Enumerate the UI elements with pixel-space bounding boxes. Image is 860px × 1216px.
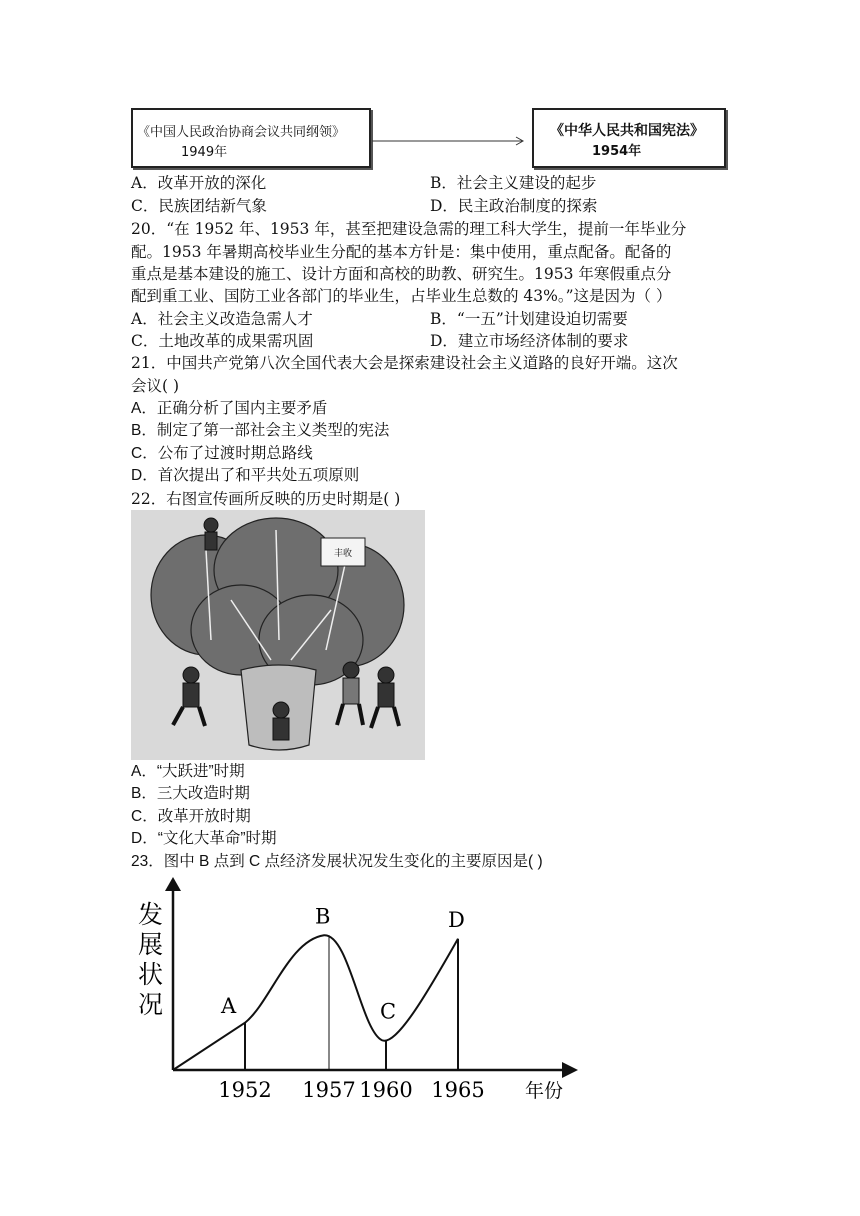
q20-option-d[interactable]: D．建立市场经济体制的要求 — [430, 332, 629, 350]
q21-option-a[interactable]: A．正确分析了国内主要矛盾 — [131, 400, 328, 417]
constitution-box-right — [532, 108, 726, 168]
q20-option-b[interactable]: B．“一五”计划建设迫切需要 — [430, 310, 628, 328]
x-tick-label: 1952 — [218, 1078, 272, 1102]
q21-stem-line-1: 21．中国共产党第八次全国代表大会是探索建设社会主义道路的良好开端。这次 — [131, 354, 678, 372]
constitution-box-left — [131, 108, 371, 168]
q22-stem: 22．右图宣传画所反映的历史时期是( ) — [131, 490, 401, 508]
q20-stem-line-2: 配。1953 年暑期高校毕业生分配的基本方针是：集中使用，重点配备。配备的 — [131, 243, 672, 261]
poster-book-text: 丰收 — [333, 549, 353, 559]
q20-stem-line-4: 配到重工业、国防工业各部门的毕业生，占毕业生总数的 43%。”这是因为（ ） — [131, 287, 672, 305]
y-axis-label — [138, 900, 163, 1019]
q22-option-a[interactable]: A．“大跃进”时期 — [131, 763, 245, 780]
x-axis-arrow — [562, 1062, 578, 1078]
q23-stem: 23．图中 B 点到 C 点经济发展状况发生变化的主要原因是( ) — [131, 853, 543, 870]
point-label-b: B — [315, 904, 331, 929]
x-axis-label: 年份 — [525, 1080, 564, 1102]
q21-option-d[interactable]: D．首次提出了和平共处五项原则 — [131, 467, 360, 484]
q20-option-c[interactable]: C．土地改革的成果需巩固 — [131, 332, 314, 350]
q20-stem-line-3: 重点是基本建设的施工、设计方面和高校的助教、研究生。1953 年寒假重点分 — [131, 265, 672, 283]
y-axis-label-char: 况 — [138, 990, 164, 1019]
y-axis-label-char: 状 — [138, 960, 164, 989]
q20-option-a[interactable]: A．社会主义改造急需人才 — [131, 310, 313, 328]
x-tick-label: 1957 — [302, 1078, 356, 1102]
box-right-year: 1954年 — [592, 144, 642, 159]
y-axis-label-char: 发 — [138, 900, 164, 929]
q19-option-b[interactable]: B．社会主义建设的起步 — [430, 174, 597, 192]
q19-option-d[interactable]: D．民主政治制度的探索 — [430, 197, 598, 215]
q22-option-c[interactable]: C．改革开放时期 — [131, 808, 251, 825]
flow-arrow — [372, 134, 532, 148]
economic-development-chart — [130, 875, 590, 1110]
propaganda-poster-image — [131, 510, 425, 760]
y-axis-arrow — [165, 877, 181, 891]
q22-option-b[interactable]: B．三大改造时期 — [131, 785, 250, 802]
q21-option-c[interactable]: C．公布了过渡时期总路线 — [131, 445, 313, 462]
x-tick-label: 1965 — [431, 1078, 485, 1102]
point-label-c: C — [380, 999, 397, 1024]
q22-option-d[interactable]: D．“文化大革命”时期 — [131, 830, 277, 847]
q20-stem-line-1: 20．“在 1952 年、1953 年，甚至把建设急需的理工科大学生，提前一年毕业分 — [131, 220, 687, 238]
point-label-d: D — [448, 907, 465, 932]
box-right-title: 《中华人民共和国宪法》 — [550, 123, 704, 139]
q19-option-a[interactable]: A．改革开放的深化 — [131, 174, 267, 192]
q21-stem-line-2: 会议( ) — [131, 377, 180, 395]
q19-option-c[interactable]: C．民族团结新气象 — [131, 197, 267, 215]
development-line — [173, 935, 458, 1070]
point-label-a: A — [221, 993, 237, 1018]
box-left-title: 《中国人民政治协商会议共同纲领》 — [137, 125, 346, 140]
y-axis-label-char: 展 — [138, 930, 164, 959]
box-left-year: 1949年 — [181, 145, 228, 160]
q21-option-b[interactable]: B．制定了第一部社会主义类型的宪法 — [131, 422, 390, 439]
x-tick-label: 1960 — [359, 1078, 413, 1102]
